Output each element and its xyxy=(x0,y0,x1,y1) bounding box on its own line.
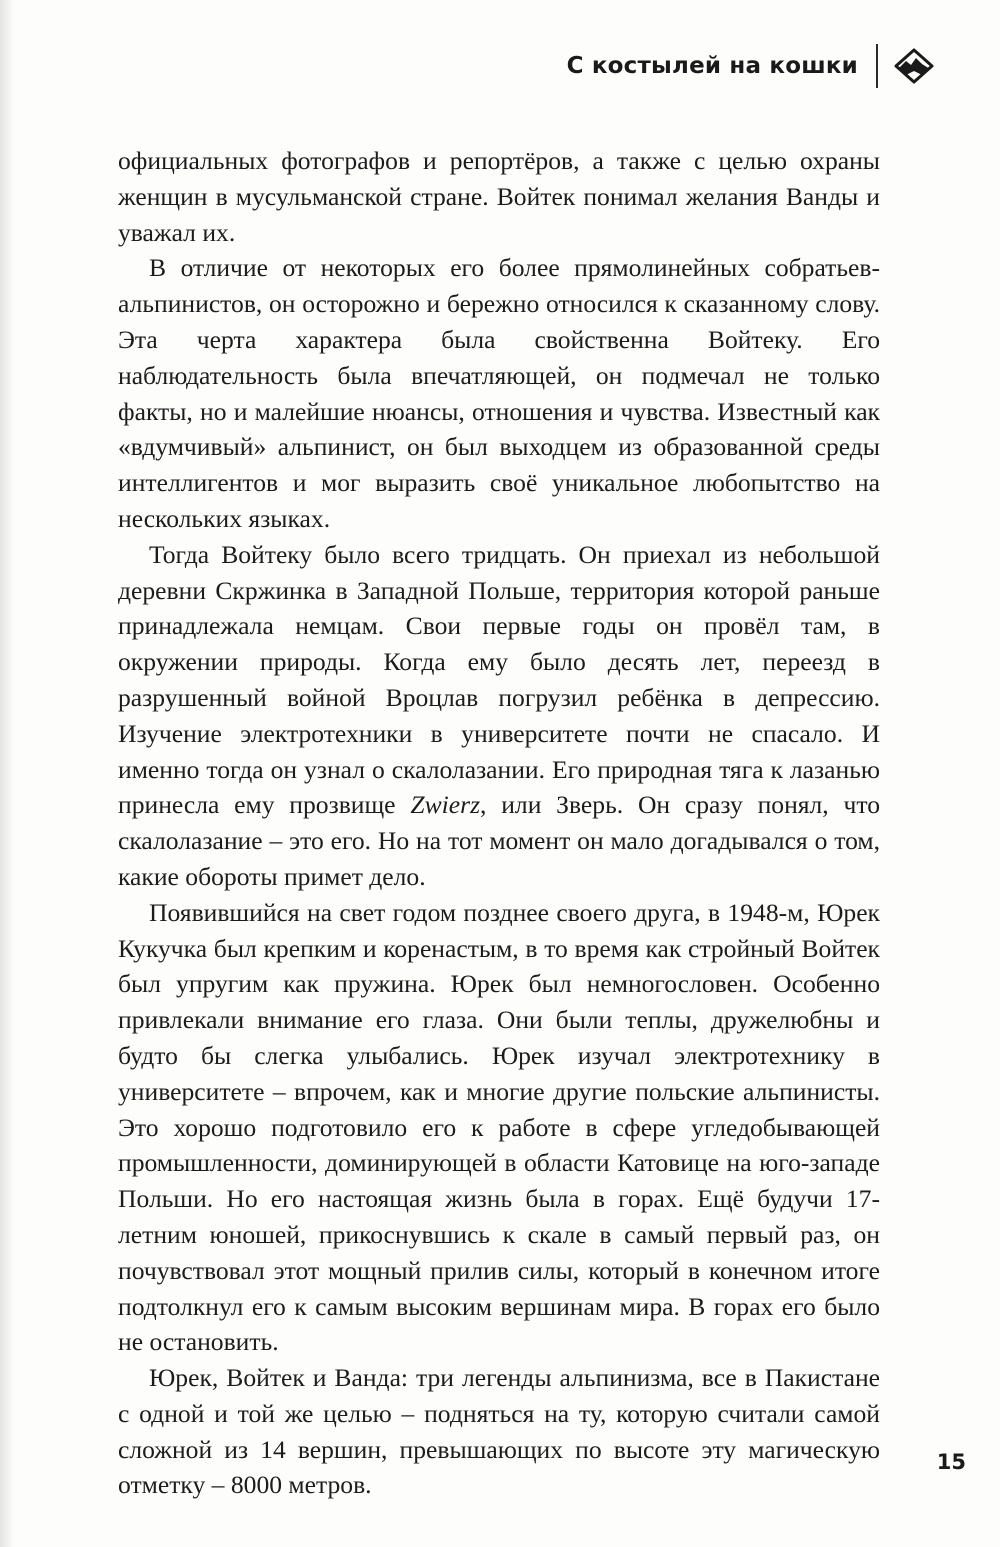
paragraph xyxy=(118,537,880,895)
running-header xyxy=(567,42,934,90)
paragraph: официальных фотографов и репортёров, а также с целью охраны женщин в мусульманской стране. Войтек понимал желания Ванды и уважал их. xyxy=(118,146,880,247)
body-text xyxy=(118,143,880,1503)
paragraph-text: Тогда Войтеку было всего тридцать. Он приехал из небольшой деревни Скржинка в Западной Польше, территория которой раньше принадлежала немцам. Свои первые годы он провёл там, в окружении природы. Когда ему было десять лет, переезд в разрушенный войной Вроцлав погрузил ребёнка в депрессию. Изучение электротехники в университете почти не спасало. И именно тогда он узнал о скалолазании. Его природная тяга к лазанью принесла ему прозвище xyxy=(118,539,880,820)
page-gutter-shadow xyxy=(0,0,14,1547)
page-number: 15 xyxy=(936,1450,966,1474)
paragraph-text: , или Зверь. Он сразу понял, что скалолазание – это его. Но на тот момент он мало догадывался о том, какие обороты примет дело. xyxy=(118,790,881,891)
paragraph: Юрек, Войтек и Ванда: три легенды альпинизма, все в Пакистане с одной и той же целью – подняться на ту, которую считали самой сложной из 14 вершин, превышающих по высоте эту магическую отметку – 8000 метров. xyxy=(118,1363,880,1500)
mountain-icon xyxy=(894,48,934,84)
header-divider xyxy=(876,44,878,88)
paragraph: В отличие от некоторых его более прямолинейных собратьев-альпинистов, он осторожно и бережно относился к сказанному слову. Эта черта характера была свойственна Войтеку. Его наблюдательность была впечатляющей, он подмечал не только факты, но и малейшие нюансы, отношения и чувства. Известный как «вдумчивый» альпинист, он был выходцем из образованной среды интеллигентов и мог выразить своё уникальное любопытство на нескольких языках. xyxy=(118,253,880,533)
nickname-italic: Zwierz xyxy=(410,790,481,820)
paragraph: Появившийся на свет годом позднее своего друга, в 1948-м, Юрек Кукучка был крепким и коренастым, в то время как стройный Войтек был упругим как пружина. Юрек был немногословен. Особенно привлекали внимание его глаза. Они были теплы, дружелюбны и будто бы слегка улыбались. Юрек изучал электротехнику в университете – впрочем, как и многие другие польские альпинисты. Это хорошо подготовило его к работе в сфере угледобывающей промышленности, доминирующей в области Катовице на юго-западе Польши. Но его настоящая жизнь была в горах. Ещё будучи 17-летним юношей, прикоснувшись к скале в самый первый раз, он почувствовал этот мощный прилив силы, который в конечном итоге подтолкнул его к самым высоким вершинам мира. В горах его было не остановить. xyxy=(118,897,880,1357)
chapter-title: С костылей на кошки xyxy=(566,53,858,79)
